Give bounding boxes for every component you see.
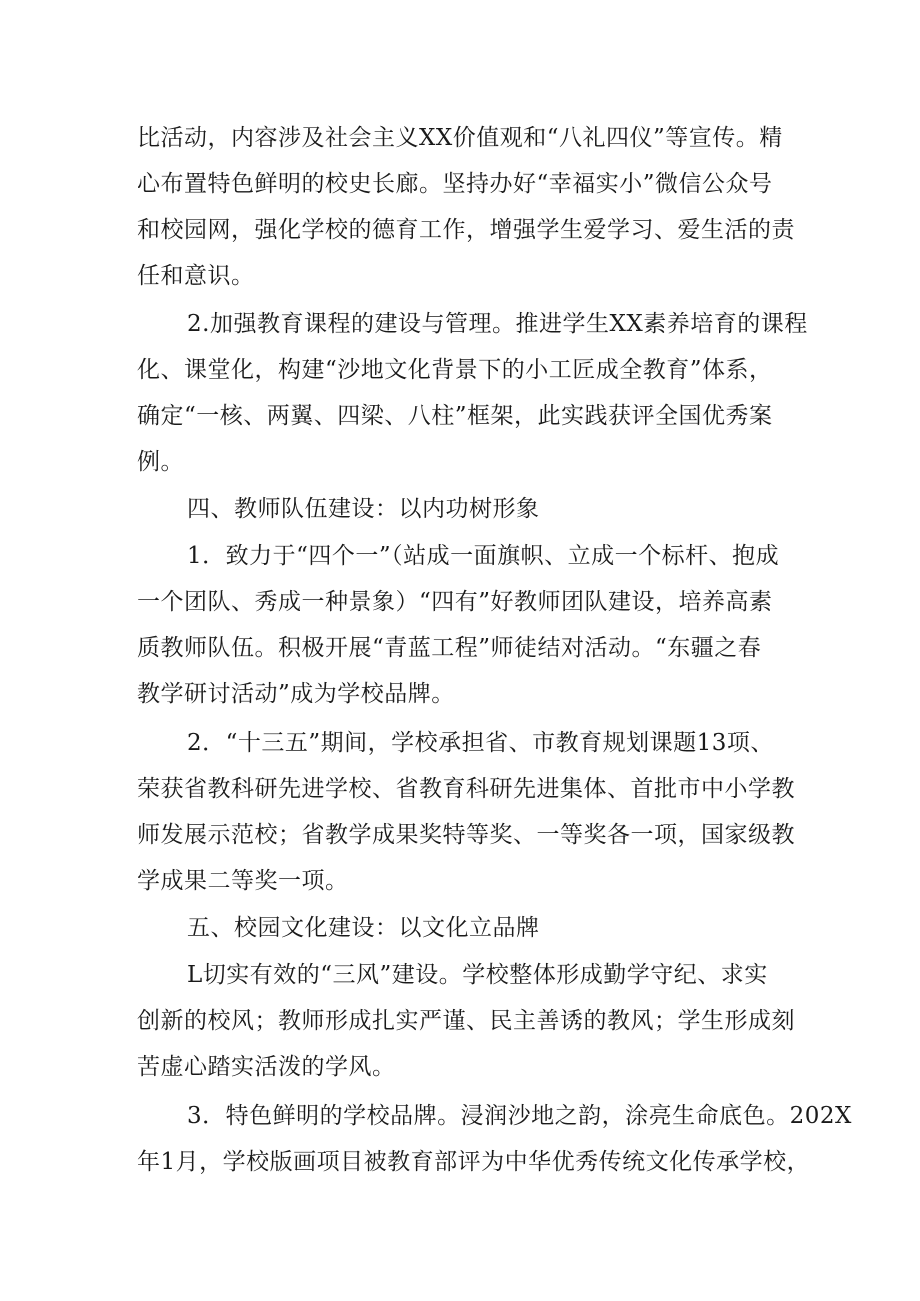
text-line: 年1月，学校版画项目被教育部评为中华优秀传统文化传承学校，: [137, 1149, 811, 1175]
text-line: 学成果二等奖一项。: [137, 868, 349, 894]
text-line: 心布置特色鲜明的校史长廊。坚持办好“幸福实小”微信公众号: [137, 171, 773, 197]
text-line: 2.加强教育课程的建设与管理。推进学生XX素养培育的课程: [187, 311, 808, 337]
text-line: 荣获省教科研先进学校、省教育科研先进集体、首批市中小学教: [137, 776, 795, 802]
text-line: 化、课堂化，构建“沙地文化背景下的小工匠成全教育”体系，: [137, 357, 773, 383]
text-line: 创新的校风；教师形成扎实严谨、民主善诱的教风；学生形成刻: [137, 1008, 795, 1034]
text-line: 比活动，内容涉及社会主义XX价值观和“八礼四仪”等宣传。精: [137, 125, 783, 151]
text-line: L切实有效的“三风”建设。学校整体形成勤学守纪、求实: [187, 962, 768, 988]
text-line: 任和意识。: [137, 263, 255, 289]
text-line: 和校园网，强化学校的德育工作，增强学生爱学习、爱生活的责: [137, 217, 795, 243]
text-line: 1．致力于“四个一”（站成一面旗帜、立成一个标杆、抱成: [187, 543, 780, 569]
text-line: 2．“十三五”期间，学校承担省、市教育规划课题13项、: [187, 730, 774, 756]
text-line: 质教师队伍。积极开展“青蓝工程”师徒结对活动。“东疆之春: [137, 635, 762, 661]
text-line: 确定“一核、两翼、四梁、八柱”框架，此实践获评全国优秀案: [137, 403, 773, 429]
text-line: 师发展示范校；省教学成果奖特等奖、一等奖各一项，国家级教: [137, 822, 795, 848]
text-line: 例。: [137, 449, 184, 475]
text-line: 3．特色鲜明的学校品牌。浸润沙地之韵，涂亮生命底色。202X: [187, 1103, 852, 1129]
text-line: 一个团队、秀成一种景象）“四有”好教师团队建设，培养高素: [137, 589, 773, 615]
text-line: 教学研讨活动”成为学校品牌。: [137, 681, 455, 707]
section-heading: 四、教师队伍建设：以内功树形象: [187, 496, 540, 522]
text-line: 苦虚心踏实活泼的学风。: [137, 1054, 396, 1080]
section-heading: 五、校园文化建设：以文化立品牌: [187, 915, 540, 941]
